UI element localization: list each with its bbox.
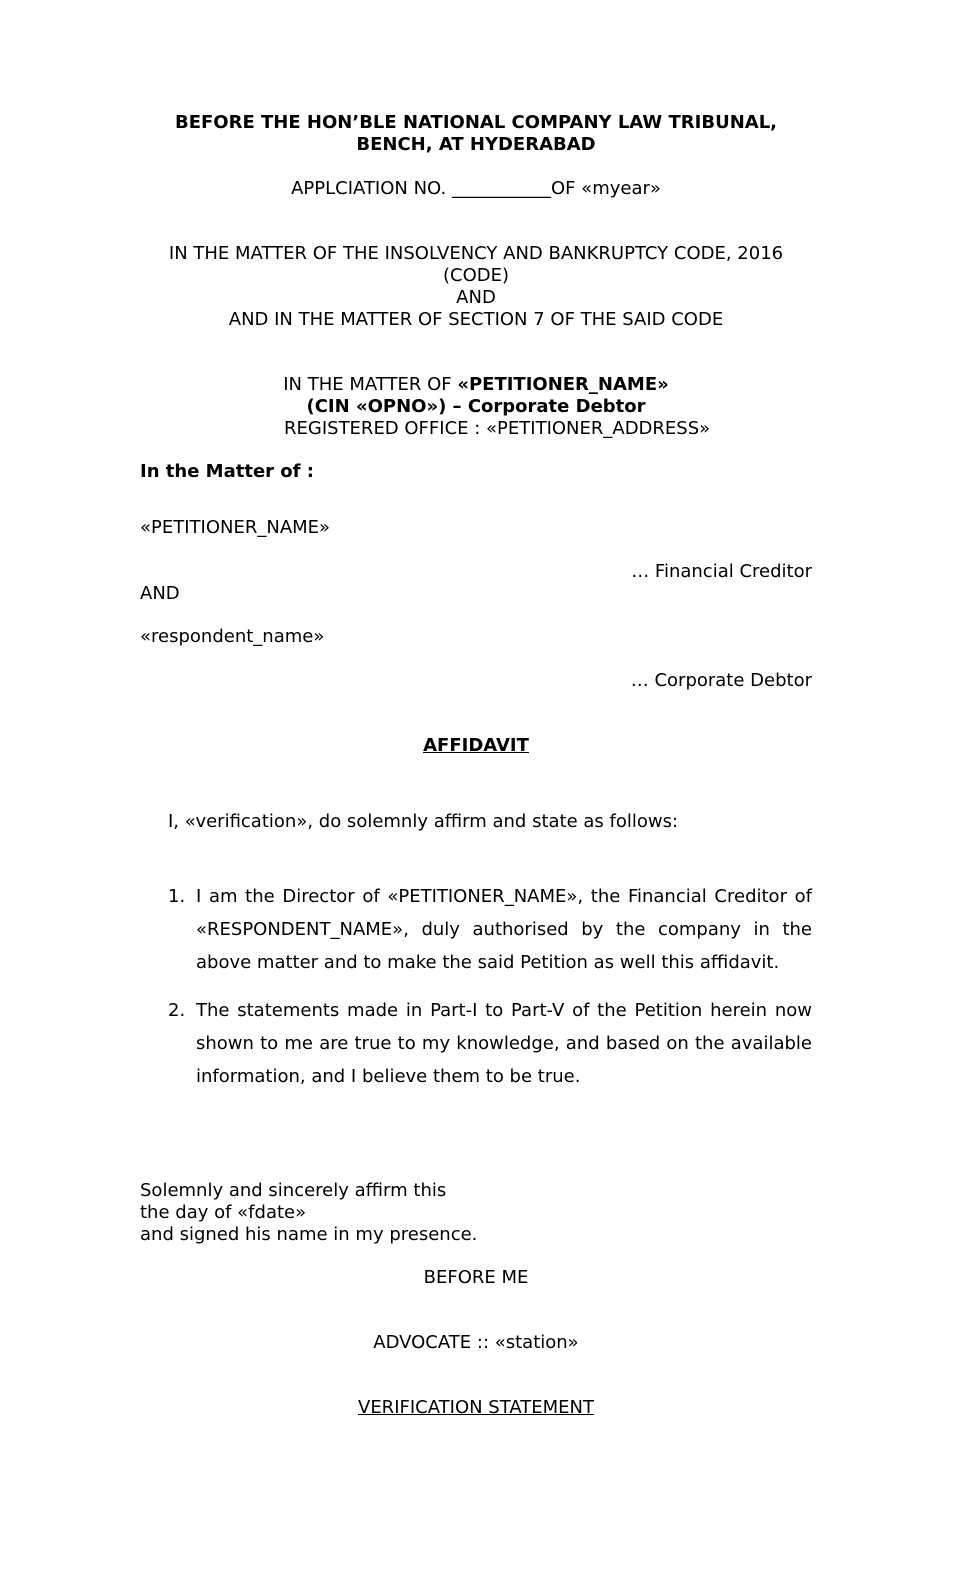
creditor-name: «PETITIONER_NAME»	[140, 517, 331, 538]
item-1-number: 1.	[168, 886, 186, 907]
court-title-line2: BENCH, AT HYDERABAD	[356, 134, 596, 155]
matter-section-line: AND IN THE MATTER OF SECTION 7 OF THE SAID CODE	[228, 309, 724, 330]
application-number-line: APPLCIATION NO. ___________OF «myear»	[291, 178, 661, 199]
affidavit-item-2	[196, 994, 812, 1093]
item-1-line-2: of «RESPONDENT_NAME», duly authorised by the company in the	[196, 886, 812, 940]
item-1-line-3: above matter and to make the said Petition as well this affidavit.	[196, 952, 780, 973]
matter-code-line: IN THE MATTER OF THE INSOLVENCY AND BANKRUPTCY CODE, 2016	[168, 243, 784, 264]
registered-office-line: REGISTERED OFFICE : «PETITIONER_ADDRESS»	[284, 418, 711, 439]
affidavit-item-1	[196, 880, 812, 979]
court-title-line1: BEFORE THE HON’BLE NATIONAL COMPANY LAW TRIBUNAL,	[174, 112, 777, 133]
item-2-number: 2.	[168, 1000, 186, 1021]
affirmation-line1: Solemnly and sincerely affirm this	[140, 1180, 447, 1201]
parties-and: AND	[140, 583, 180, 604]
parties-heading: In the Matter of :	[140, 461, 314, 482]
verification-heading: VERIFICATION STATEMENT	[358, 1397, 594, 1418]
affidavit-intro: I, «verification», do solemnly affirm and state as follows:	[168, 811, 679, 832]
matter-petitioner-prefix: IN THE MATTER OF	[283, 374, 458, 395]
affirmation-line3: and signed his name in my presence.	[140, 1224, 478, 1245]
affirmation-line2: the day of «fdate»	[140, 1202, 307, 1223]
matter-and: AND	[456, 287, 496, 308]
matter-petitioner-name: «PETITIONER_NAME»	[457, 374, 669, 395]
debtor-role: … Corporate Debtor	[630, 670, 812, 691]
advocate-line: ADVOCATE :: «station»	[373, 1332, 579, 1353]
item-2-line-1: The statements made in Part-I to Part-V of the Petition herein	[196, 1000, 768, 1021]
affidavit-title: AFFIDAVIT	[423, 735, 529, 756]
item-2-line-2: now shown to me are true to my knowledge, and based on the	[196, 1000, 812, 1054]
matter-code-abbrev: (CODE)	[442, 265, 509, 286]
cin-line: (CIN «OPNO») – Corporate Debtor	[306, 396, 646, 417]
item-2-line-3: available information, and I believe them to be true.	[196, 1033, 812, 1087]
before-me: BEFORE ME	[423, 1267, 529, 1288]
item-1-line-1: I am the Director of «PETITIONER_NAME», the Financial Creditor	[196, 886, 787, 907]
creditor-role: … Financial Creditor	[631, 561, 812, 582]
debtor-name: «respondent_name»	[140, 626, 325, 647]
matter-petitioner-line	[0, 374, 952, 396]
